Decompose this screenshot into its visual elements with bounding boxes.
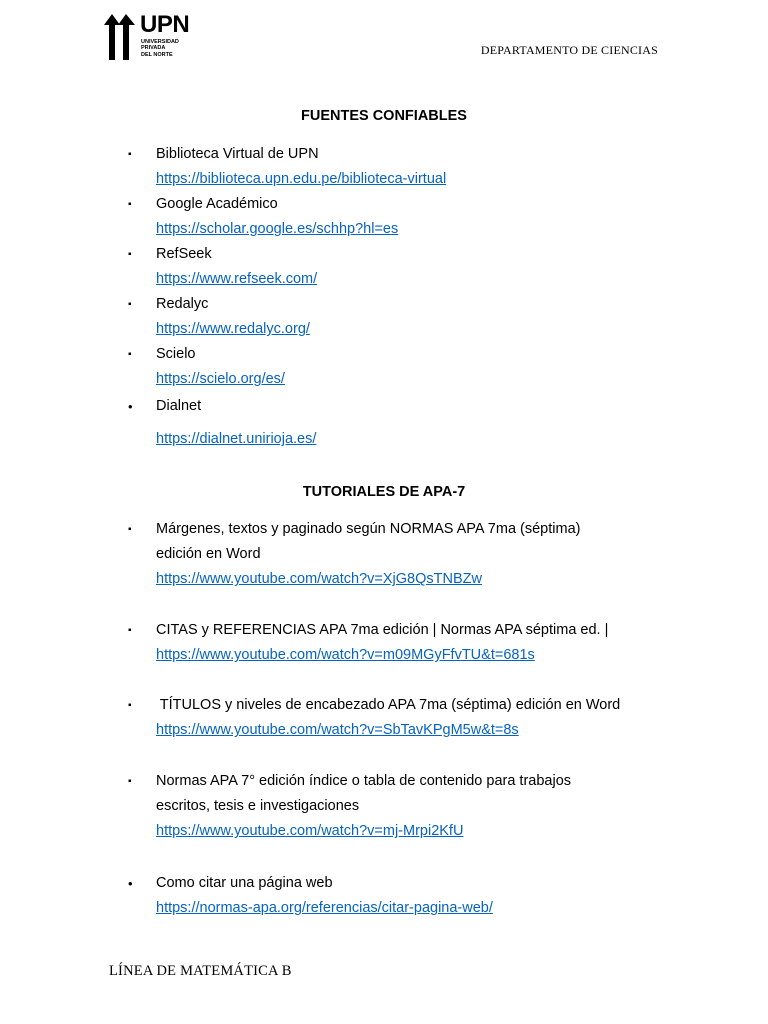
logo-wordmark: UPN	[140, 11, 190, 38]
tutorial-title: CITAS y REFERENCIAS APA 7ma edición | Normas APA séptima ed. |	[156, 622, 609, 638]
source-name: Scielo	[156, 346, 196, 362]
source-link[interactable]: https://scholar.google.es/schhp?hl=es	[156, 221, 399, 238]
upn-arrow-logo-icon	[104, 14, 136, 60]
footer-text: LÍNEA DE MATEMÁTICA B	[109, 963, 292, 979]
source-name: RefSeek	[156, 246, 212, 262]
tutorial-title: Márgenes, textos y paginado según NORMAS APA 7ma (séptima)	[156, 521, 581, 537]
source-name: Biblioteca Virtual de UPN	[156, 146, 319, 162]
tutorials-title: TUTORIALES DE APA-7	[302, 484, 466, 500]
logo-subtitle: UNIVERSIDAD PRIVADA DEL NORTE	[141, 39, 179, 58]
upn-logo	[104, 11, 194, 62]
tutorial-title-continued: edición en Word	[156, 546, 261, 563]
tutorial-link[interactable]: https://normas-apa.org/referencias/citar-pagina-web/	[156, 900, 493, 917]
square-bullet-icon: ▪	[128, 625, 132, 636]
square-bullet-icon: ▪	[128, 700, 132, 711]
source-link[interactable]: https://www.redalyc.org/	[156, 321, 310, 338]
source-link[interactable]: https://biblioteca.upn.edu.pe/biblioteca-virtual	[156, 171, 447, 188]
tutorial-link[interactable]: https://www.youtube.com/watch?v=m09MGyFfvTU&t=681s	[156, 647, 535, 664]
square-bullet-icon: ▪	[128, 249, 132, 260]
sources-title: FUENTES CONFIABLES	[301, 108, 467, 124]
square-bullet-icon: ▪	[128, 199, 132, 210]
round-bullet-icon: •	[128, 399, 133, 414]
source-name: Dialnet	[156, 398, 202, 414]
square-bullet-icon: ▪	[128, 299, 132, 310]
tutorial-title: Normas APA 7° edición índice o tabla de contenido para trabajos	[156, 773, 572, 789]
square-bullet-icon: ▪	[128, 349, 132, 360]
source-link[interactable]: https://www.refseek.com/	[156, 271, 318, 288]
source-link[interactable]: https://dialnet.unirioja.es/	[156, 431, 317, 448]
source-name: Google Académico	[156, 196, 278, 212]
source-link[interactable]: https://scielo.org/es/	[156, 371, 285, 388]
source-name: Redalyc	[156, 296, 209, 312]
round-bullet-icon: •	[128, 876, 133, 891]
tutorial-link[interactable]: https://www.youtube.com/watch?v=SbTavKPgM5w&t=8s	[156, 722, 519, 739]
square-bullet-icon: ▪	[128, 149, 132, 160]
tutorial-title: Como citar una página web	[156, 875, 333, 891]
tutorial-link[interactable]: https://www.youtube.com/watch?v=XjG8QsTNBZw	[156, 571, 482, 588]
square-bullet-icon: ▪	[128, 524, 132, 535]
department-header: DEPARTAMENTO DE CIENCIAS	[480, 43, 658, 57]
tutorial-title-continued: escritos, tesis e investigaciones	[156, 798, 360, 815]
square-bullet-icon: ▪	[128, 776, 132, 787]
tutorial-title: TÍTULOS y niveles de encabezado APA 7ma (séptima) edición en Word	[156, 697, 621, 713]
tutorial-link[interactable]: https://www.youtube.com/watch?v=mj-Mrpi2KfU	[156, 823, 464, 840]
